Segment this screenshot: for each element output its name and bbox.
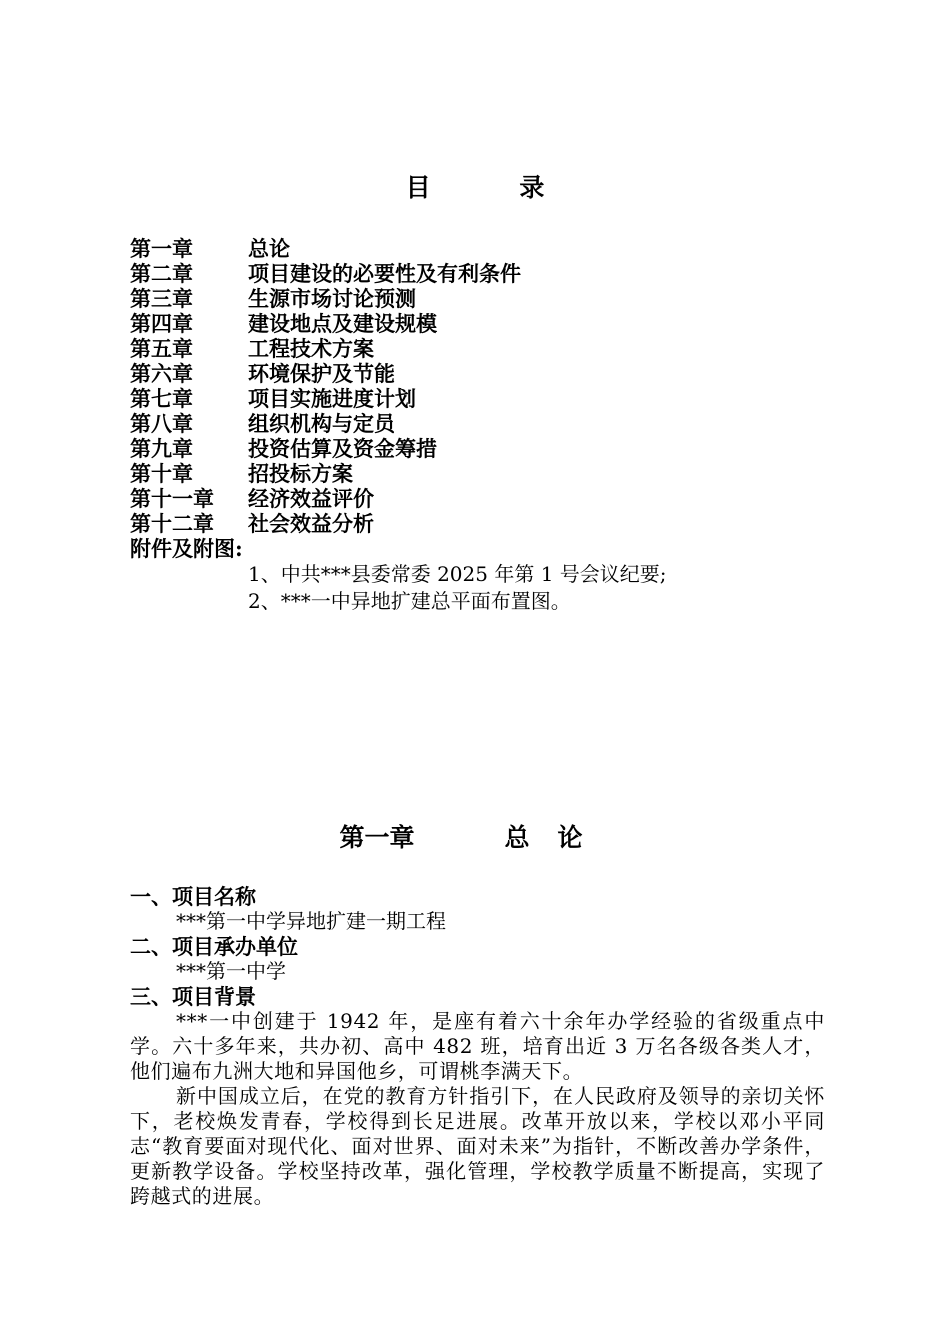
toc-chapter-name: 工程技术方案 [248, 336, 374, 361]
toc-entry [130, 436, 850, 461]
toc-entry [130, 361, 850, 386]
chapter-title [0, 818, 950, 854]
toc-chapter-number: 第二章 [130, 261, 193, 286]
chapter-content [130, 884, 825, 1209]
toc-chapter-number: 第九章 [130, 436, 193, 461]
toc-chapter-name: 项目建设的必要性及有利条件 [248, 261, 521, 286]
body-paragraph: 新中国成立后，在党的教育方针指引下，在人民政府及领导的亲切关怀下，老校焕发青春，学校得到长足进展。改革开放以来，学校以邓小平同志“教育要面对现代化、面对世界、面对未来”为指针，不断改善办学条件，更新教学设备。学校坚持改革，强化管理，学校教学质量不断提高，实现了跨越式的进展。 [130, 1084, 825, 1208]
toc-chapter-name: 招投标方案 [248, 461, 353, 486]
toc-entry [130, 411, 850, 436]
toc-entry [130, 236, 850, 261]
section-body: ***第一中学 [176, 959, 286, 983]
toc-chapter-name: 投资估算及资金筹措 [248, 436, 437, 461]
toc-chapter-name: 项目实施进度计划 [248, 386, 416, 411]
attachments-heading: 附件及附图: [130, 536, 243, 561]
toc-list [130, 236, 850, 615]
toc-chapter-name: 环境保护及节能 [248, 361, 395, 386]
toc-entry [130, 261, 850, 286]
toc-chapter-name: 社会效益分析 [248, 511, 374, 536]
attachment-item: 1、中共***县委常委 2025 年第 1 号会议纪要; [248, 562, 667, 586]
chapter-number: 第一章 [339, 823, 415, 852]
toc-chapter-number: 第十二章 [130, 511, 214, 536]
toc-entry [130, 386, 850, 411]
toc-chapter-name: 组织机构与定员 [248, 411, 395, 436]
section-heading: 三、项目背景 [130, 984, 256, 1009]
toc-chapter-name: 总论 [248, 236, 290, 261]
toc-chapter-number: 第六章 [130, 361, 193, 386]
toc-chapter-number: 第三章 [130, 286, 193, 311]
section-body: ***第一中学异地扩建一期工程 [176, 909, 446, 933]
toc-chapter-number: 第八章 [130, 411, 193, 436]
toc-chapter-name: 生源市场讨论预测 [248, 286, 416, 311]
section-heading: 一、项目名称 [130, 884, 256, 909]
toc-chapter-number: 第十一章 [130, 486, 214, 511]
toc-chapter-number: 第十章 [130, 461, 193, 486]
toc-chapter-number: 第七章 [130, 386, 193, 411]
attachment-item: 2、***一中异地扩建总平面布置图。 [248, 589, 571, 613]
chapter-name: 总论 [504, 823, 611, 852]
toc-chapter-number: 第一章 [130, 236, 193, 261]
body-paragraph: ***一中创建于 1942 年，是座有着六十余年办学经验的省级重点中学。六十多年来，共办初、高中 482 班，培育出近 3 万名各级各类人才，他们遍布九洲大地和异国他乡，可谓桃李满天下。 [130, 1009, 825, 1083]
toc-entry [130, 336, 850, 361]
toc-entry [130, 286, 850, 311]
toc-entry [130, 461, 850, 486]
toc-chapter-number: 第五章 [130, 336, 193, 361]
toc-chapter-name: 建设地点及建设规模 [248, 311, 437, 336]
section-heading: 二、项目承办单位 [130, 934, 298, 959]
toc-title: 目 录 [405, 173, 585, 202]
toc-chapter-name: 经济效益评价 [248, 486, 374, 511]
toc-entry [130, 486, 850, 511]
toc-entry [130, 311, 850, 336]
toc-chapter-number: 第四章 [130, 311, 193, 336]
toc-entry [130, 511, 850, 536]
